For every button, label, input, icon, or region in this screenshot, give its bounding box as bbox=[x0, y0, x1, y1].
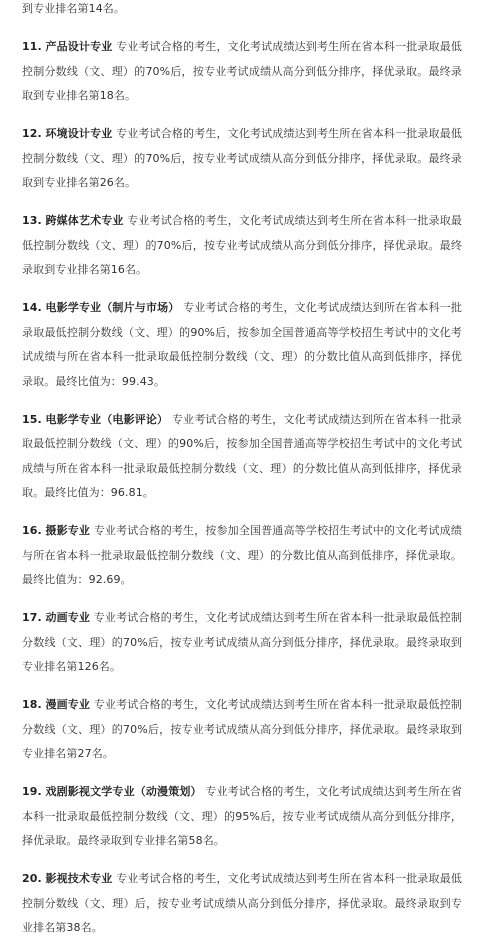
item-text: 专业考试合格的考生，文化考试成绩达到所在省本科一批录取最低控制分数线（文、理）的90%后，按参加全国普通高等学校招生考试中的文化考试成绩与所在省本科一批录取最低控制分数线（文、理）的分数比值从高到低排序，择优录取。最终比值为：99.43。 bbox=[22, 301, 463, 388]
item-text: 专业考试合格的考生，文化考试成绩达到考生所在省本科一批录取最低控制分数线（文、理）的95%后，按专业考试成绩从高分到低分排序，择优录取。最终录取到专业排名第58名。 bbox=[22, 785, 462, 847]
item-text: 专业考试合格的考生，文化考试成绩达到考生所在省本科一批录取最低控制分数线（文、理）的70%后，按专业考试成绩从高分到低分排序，择优录取。最终录取到专业排名第18名。 bbox=[22, 40, 462, 102]
item-number: 12. bbox=[22, 127, 42, 140]
major-name: 影视技术专业 bbox=[45, 872, 113, 885]
item-text: 专业考试合格的考生，文化考试成绩达到考生所在省本科一批录取最低控制分数线（文、理）的70%后，按专业考试成绩从高分到低分排序，择优录取。最终录取到专业排名第27名。 bbox=[22, 698, 462, 760]
item-text: 专业考试合格的考生，文化考试成绩达到考生所在省本科一批录取最低控制分数线（文、理）的70%后，按专业考试成绩从高分到低分排序，择优录取。最终录取到专业排名第26名。 bbox=[22, 127, 462, 189]
item-number: 20. bbox=[22, 872, 42, 885]
item-text: 专业考试合格的考生，文化考试成绩达到所在省本科一批录取最低控制分数线（文、理）的90%后，按参加全国普通高等学校招生考试中的文化考试成绩与所在省本科一批录取最低控制分数线（文、理）的分数比值从高到低排序，择优录取。最终比值为：96.81。 bbox=[22, 412, 462, 499]
admission-item-19 bbox=[22, 780, 462, 854]
item-text: 专业考试合格的考生，文化考试成绩达到考生所在省本科一批录取最低控制分数线（文、理）后，按专业考试成绩从高分到低分排序，择优录取。最终录取到专业排名第38名。 bbox=[22, 872, 462, 934]
intro-tail-text: 到专业排名第14名。 bbox=[22, 2, 125, 15]
admission-item-20 bbox=[22, 867, 462, 941]
item-text: 专业考试合格的考生，文化考试成绩达到考生所在省本科一批录取最低控制分数线（文、理）的70%后，按专业考试成绩从高分到低分排序，择优录取。最终录取到专业排名第16名。 bbox=[22, 214, 463, 276]
admission-item-11 bbox=[22, 35, 462, 109]
item-text: 专业考试合格的考生，文化考试成绩达到考生所在省本科一批录取最低控制分数线（文、理）的70%后，按专业考试成绩从高分到低分排序，择优录取。最终录取到专业排名第126名。 bbox=[22, 611, 462, 673]
major-name: 电影学专业（电影评论） bbox=[45, 412, 169, 426]
major-name: 摄影专业 bbox=[45, 524, 91, 537]
admission-item-17 bbox=[22, 606, 462, 680]
admission-item-13 bbox=[22, 209, 462, 283]
major-name: 电影学专业（制片与市场） bbox=[45, 301, 180, 314]
major-name: 环境设计专业 bbox=[45, 127, 113, 140]
major-name: 产品设计专业 bbox=[45, 40, 113, 53]
item-number: 14. bbox=[22, 301, 42, 314]
major-name: 跨媒体艺术专业 bbox=[45, 214, 124, 227]
major-name: 动画专业 bbox=[45, 611, 91, 624]
admission-item-15 bbox=[22, 408, 462, 506]
item-number: 17. bbox=[22, 611, 42, 624]
item-number: 13. bbox=[22, 214, 42, 227]
admission-item-18 bbox=[22, 693, 462, 767]
major-name: 漫画专业 bbox=[45, 698, 91, 711]
major-name: 戏剧影视文学专业（动漫策划） bbox=[45, 785, 202, 798]
item-number: 15. bbox=[22, 412, 42, 426]
item-number: 18. bbox=[22, 698, 42, 711]
admission-item-14 bbox=[22, 296, 462, 394]
admission-item-12 bbox=[22, 122, 462, 196]
intro-tail-paragraph bbox=[22, 0, 462, 22]
item-text: 专业考试合格的考生，按参加全国普通高等学校招生考试中的文化考试成绩与所在省本科一批录取最低控制分数线（文、理）的分数比值从高到低排序，择优录取。最终比值为：92.69。 bbox=[22, 524, 462, 586]
admission-item-16 bbox=[22, 519, 462, 593]
item-number: 19. bbox=[22, 785, 42, 798]
item-number: 16. bbox=[22, 524, 42, 537]
item-number: 11. bbox=[22, 40, 42, 53]
